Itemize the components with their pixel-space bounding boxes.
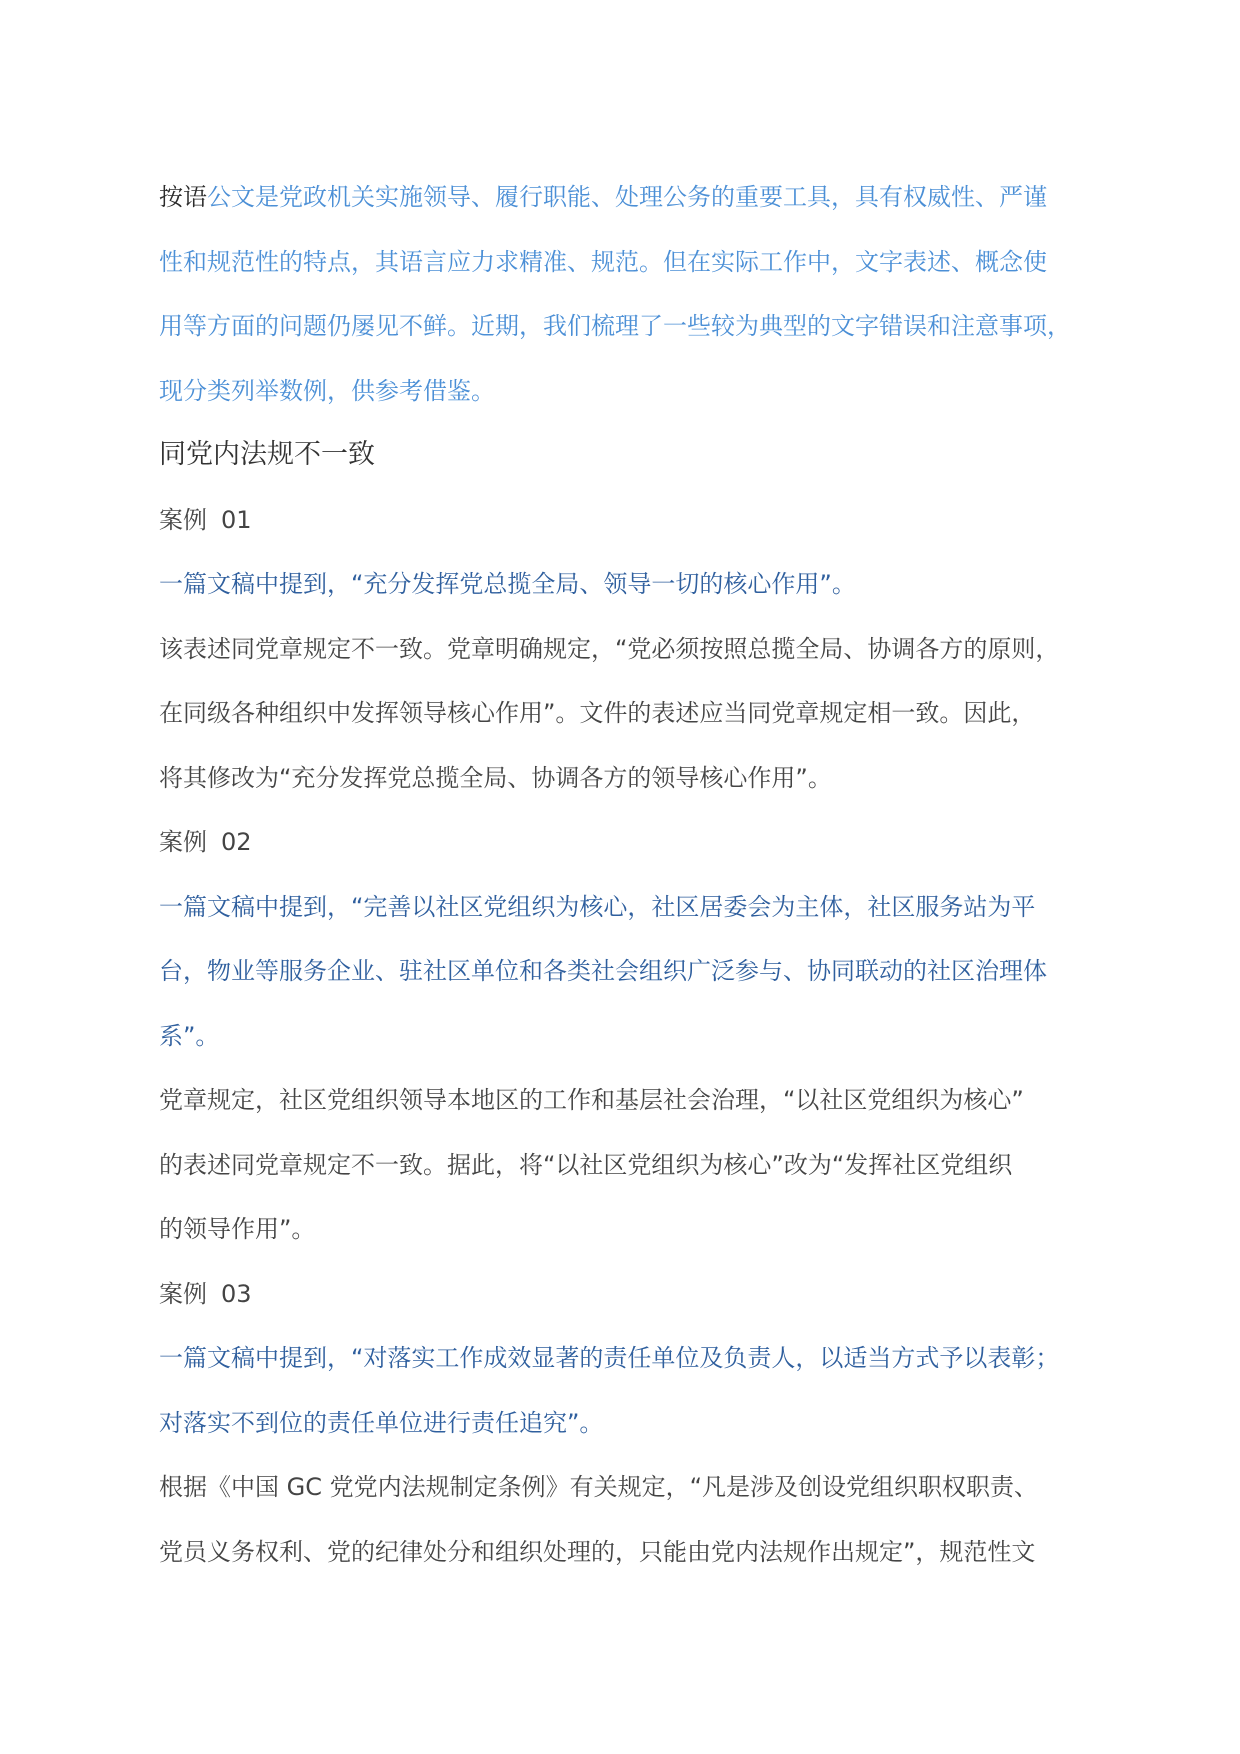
intro-line-1 xyxy=(159,165,1119,230)
case-01-body-line: 该表述同党章规定不一致。党章明确规定，“党必须按照总揽全局、协调各方的原则， xyxy=(159,634,1060,663)
case-label: 案例 xyxy=(159,505,207,534)
case-label: 案例 xyxy=(159,828,207,856)
case-number: 02 xyxy=(221,828,252,856)
case-02-body-line: 的领导作用”。 xyxy=(159,1215,316,1243)
case-heading-03 xyxy=(159,1262,1119,1327)
case-label: 案例 xyxy=(159,1279,207,1308)
intro-line-4: 现分类列举数例，供参考借鉴。 xyxy=(159,376,495,405)
section-title: 同党内法规不一致 xyxy=(159,439,375,470)
case-03-body-line: 根据《中国 GC 党党内法规制定条例》有关规定，“凡是涉及创设党组织职权职责、 xyxy=(159,1473,1039,1501)
intro-label: 按语 xyxy=(159,183,207,211)
intro-text: 公文是党政机关实施领导、履行职能、处理公务的重要工具，具有权威性、严谨 xyxy=(207,183,1047,211)
case-01-quote-line: 一篇文稿中提到，“充分发挥党总揽全局、领导一切的核心作用”。 xyxy=(159,570,856,598)
case-03-quote-line: 一篇文稿中提到，“对落实工作成效显著的责任单位及负责人，以适当方式予以表彰； xyxy=(159,1344,1060,1372)
case-01-body-line: 将其修改为“充分发挥党总揽全局、协调各方的领导核心作用”。 xyxy=(159,763,832,792)
case-number: 01 xyxy=(221,505,252,534)
case-02-quote-line: 一篇文稿中提到，“完善以社区党组织为核心，社区居委会为主体，社区服务站为平 xyxy=(159,892,1036,921)
case-number: 03 xyxy=(221,1279,252,1308)
case-03-quote-line: 对落实不到位的责任单位进行责任追究”。 xyxy=(159,1408,604,1437)
case-03-body-line: 党员义务权利、党的纪律处分和组织处理的，只能由党内法规作出规定”，规范性文 xyxy=(159,1537,1036,1566)
case-02-body-line: 的表述同党章规定不一致。据此，将“以社区党组织为核心”改为“发挥社区党组织 xyxy=(159,1150,1013,1179)
case-02-body-line: 党章规定，社区党组织领导本地区的工作和基层社会治理，“以社区党组织为核心” xyxy=(159,1086,1024,1114)
case-heading-02 xyxy=(159,810,1119,875)
case-02-quote-line: 系”。 xyxy=(159,1021,220,1050)
case-01-body-line: 在同级各种组织中发挥领导核心作用”。文件的表述应当同党章规定相一致。因此， xyxy=(159,699,1036,727)
document-page xyxy=(159,165,1119,1584)
intro-line-2: 性和规范性的特点，其语言应力求精准、规范。但在实际工作中，文字表述、概念使 xyxy=(159,247,1047,276)
case-02-quote-line: 台，物业等服务企业、驻社区单位和各类社会组织广泛参与、协同联动的社区治理体 xyxy=(159,957,1047,985)
case-heading-01 xyxy=(159,488,1119,553)
intro-line-3: 用等方面的问题仍屡见不鲜。近期，我们梳理了一些较为典型的文字错误和注意事项， xyxy=(159,312,1071,340)
